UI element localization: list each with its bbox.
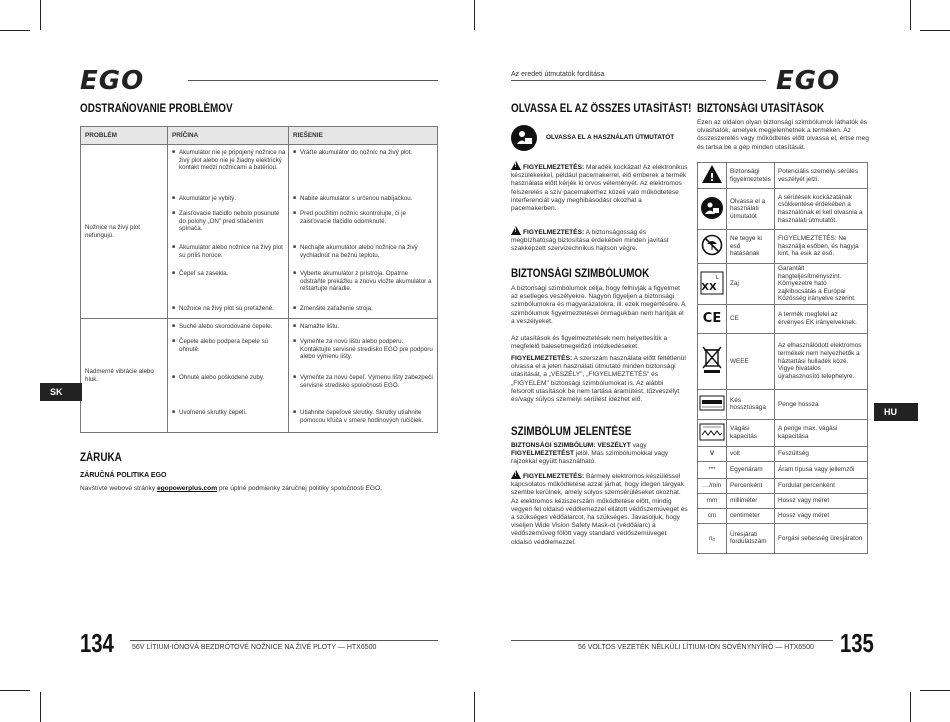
symbol-meaning: Az elhasználódott elektromos termékek nem helyezhetők a háztartási hulladék közé. Vigye hivatalos újrahasznosító telephelyre. (775, 333, 868, 389)
cause-item: ■ Akumulátor nie je pripojený nožnice na živý plot alebo nie je žiadny elektrický kontakt medzi nožnicami a batériou. (172, 149, 287, 172)
read-instructions-title: OLVASSA EL AZ ÖSSZES UTASÍTÁST! (511, 103, 692, 115)
cause-item: ■ Ohnuté alebo poškodené zuby. (172, 374, 287, 382)
warn-text: Maradék kockázat! Az elektronikus készülékekkel, például pacemakerrel, élő emberek a termék használata előtt kérjék ki orvos véleményét. Az elektromos felszerelés a szív pacemakerhez közeli való működtetése interferenciát vagy meghibásodást okozhat a pacemakerben. (511, 164, 688, 213)
cause-item: ■ Akumulátor je vybitý. (172, 195, 287, 203)
symbol-meaning: Penge hossza (775, 389, 868, 419)
meaning-bold: FIGYELMEZTETÉST (511, 450, 575, 458)
cause-item: ■ Zaisťovacie tlačidlo nebolo posunuté do polohy „ON" pred stlačením spínača. (172, 210, 287, 233)
warranty-title: ZÁRUKA (80, 452, 122, 464)
col-header-cause: PRÍČINA (168, 127, 289, 145)
warn-label: FIGYELMEZTETÉS: (523, 229, 585, 236)
solution-item: ■ Nechajte akumulátor alebo nožnice na živý vychladnúť na bežnú teplotu. (293, 244, 433, 259)
symbol-row (698, 230, 868, 264)
crop-mark (910, 0, 911, 30)
solution-item: ■ Vymeňte za novú čepeľ. Výmenu lišty zabezpečí servisné stredisko spoločnosti EGO. (293, 374, 433, 389)
symbol-name: Ne tegye ki eső hatásának (727, 230, 775, 264)
footer-right: 56 VOLTOS VEZETÉK NÉLKÜLI LÍTIUM-ION SÖVÉNYNYÍRÓ — HTX6500 (578, 644, 814, 651)
symbol-name: Zaj (727, 264, 775, 305)
page-number-right: 135 (840, 628, 874, 658)
symbol-row (698, 508, 868, 523)
symbol-meaning: Forgási sebesség üresjáraton (775, 523, 868, 553)
solution-item: ■ Nabite akumulátor s určenou nabíjačkou. (293, 195, 433, 203)
safety-symbols-p1: A biztonsági szimbólumok célja, hogy felhívják a figyelmet az esetleges veszélyekre. Nagyon figyeljen a biztonsági szimbólumokra és magyarázatokra, ill. ezek megértésére. A szimbólumok figyelmeztetései önmagukban nem hárítják el a veszélyeket. (511, 285, 686, 325)
cause-item: ■ Suché alebo skorodované čepele. (172, 323, 287, 331)
warning-pacemaker (511, 161, 688, 213)
solution-item: ■ Vyberte akumulátor z prístroja. Opatrne odstráňte prekážku a znovu vložte akumulátor a reštartujte náradie. (293, 270, 433, 293)
warning-icon (511, 226, 521, 235)
symbol-meaning: FIGYELMEZTETÉS: Ne használja esőben, és hagyja kint, ha esik az eső. (775, 230, 868, 264)
header-rule-left (188, 80, 438, 81)
meaning-label: BIZTONSÁGI SZIMBÓLUM: VESZÉLYT (511, 442, 631, 449)
solution-item: ■ Pred použitím nožníc skontrolujte, či je zaisťovacie tlačidlo odomknuté. (293, 210, 433, 225)
no-load-speed-icon: n₀ (698, 523, 727, 553)
crop-mark (474, 692, 475, 722)
symbols-table (697, 162, 868, 554)
cause-cell (168, 145, 289, 319)
symbol-name: Egyenáram (727, 461, 775, 478)
crop-mark (910, 692, 911, 722)
symbol-row (698, 478, 868, 493)
ego-logo-left: EGO (80, 66, 145, 96)
symbol-meaning: A penge max. vágási kapacitása (775, 419, 868, 446)
symbol-name: milliméter (727, 493, 775, 508)
warn-text: A szerszám használata előtt feltétlenül olvassa el a jelen használati útmutató minden biztonsági utasítását, a „VESZÉLY", „FIGYELMEZTETÉS" és „FIGYELEM" biztonsági szimbólumokat is. Az alábbi felsorolt utasítások be nem tartása áramütést, tűzveszélyt és/vagy súlyos személyi sérülést idézhet elő. (511, 355, 686, 404)
mm-icon: mm (698, 493, 727, 508)
read-manual-label: OLVASSA EL A HASZNÁLATI ÚTMUTATÓT (546, 134, 675, 141)
cause-cell (168, 319, 289, 433)
warn-label: FIGYELMEZTETÉS: (511, 355, 573, 362)
solution-cell (289, 145, 438, 319)
cause-item: ■ Nožnice na živý plot sú preťažené. (172, 305, 287, 313)
noise-glyph: XX (701, 281, 717, 293)
symbol-meaning: Áram típusa vagy jellemzői (775, 461, 868, 478)
symbol-name: centiméter (727, 508, 775, 523)
cause-item: ■ Čepeľ sa zasekla. (172, 270, 287, 278)
symbol-row (698, 304, 868, 333)
symbol-name: WEEE (727, 333, 775, 389)
symbol-name: Olvassa el a használati útmutatót (727, 189, 775, 230)
read-manual-icon (698, 189, 727, 230)
symbol-meaning: A termék megfelel az érvényes EK irányelveknek. (775, 304, 868, 333)
ego-logo-right: EGO (776, 66, 841, 96)
crop-mark (920, 30, 950, 31)
warn-text: A biztonságosság és megbízhatóság biztosítása érdekében minden javítást szakképzett szervizechnikus hajtson végre. (511, 229, 669, 253)
cut-capacity-icon (698, 419, 727, 446)
footer-rule-right (511, 640, 833, 641)
troubleshoot-table (80, 126, 438, 433)
footer-rule-left (130, 640, 438, 641)
symbol-name: CE (727, 304, 775, 333)
safety-instructions-title: BIZTONSÁGI UTASÍTÁSOK (697, 103, 825, 115)
symbol-row (698, 461, 868, 478)
symbol-row (698, 333, 868, 389)
problem-cell: Nožnice na živý plot nefungujú. (81, 145, 168, 319)
warning-triangle-icon (698, 163, 727, 189)
symbol-name: volt (727, 446, 775, 461)
volt-icon: V (698, 446, 727, 461)
solution-item: ■ Utiahnite čepeľové skrutky. Skrutky utiahnite pomocou kľúča v smere hodinových ručičiek. (293, 409, 433, 424)
cm-icon: cm (698, 508, 727, 523)
symbol-meaning: A sérülések kockázatának csökkentése érdekében a használónak el kell olvasnia a használati útmutatót. (775, 189, 868, 230)
symbol-meaning: Hossz vagy méret (775, 508, 868, 523)
warning-icon (511, 161, 521, 170)
cause-item: ■ Uvoľnené skrutky čepelí. (172, 409, 287, 417)
symbol-row (698, 493, 868, 508)
meaning-text: jelöl. Más szimbólumokkal vagy rajzokkal együtt használható. (511, 450, 669, 466)
dc-current-icon: ⎓ (698, 461, 727, 478)
safety-symbols-title: BIZTONSÁGI SZIMBÓLUMOK (511, 268, 650, 280)
warn-text: Bármely elektromos készüléssel kapcsolatos működtetése azzal járhat, hogy idegen tárgyak szembe kerülnek, amely súlyos szemsérüléseket okozhat. Az elektromos kéziszerszám működtetése előtt, mindig vegyen fel oldalsó védőlemezzel ellátott védőszemüveget és a szükséges védőálarcot, ha szükséges. Javasoljuk, hogy viseljen Wide Vision Safety Mask-ot (védőálarc) a védőszemüveg fölött vagy standard védőszemüveget oldalsó védőlemezzel. (511, 473, 688, 546)
crop-mark (920, 690, 950, 691)
warranty-subtitle: ZÁRUČNÁ POLITIKA EGO (80, 472, 167, 479)
warranty-text (80, 485, 440, 493)
warn-label: FIGYELMEZTETÉS: (523, 164, 585, 171)
symbol-meaning-title: SZIMBÓLUM JELENTÉSE (511, 426, 632, 438)
language-tab-hu: HU (874, 403, 918, 421)
solution-item: ■ Namažte lištu. (293, 323, 433, 331)
blade-length-icon (698, 389, 727, 419)
warning-eye-protection (511, 470, 688, 547)
svg-text:L: L (716, 274, 719, 281)
symbol-row (698, 523, 868, 553)
symbol-name: Percenként (727, 478, 775, 493)
warning-icon (511, 470, 521, 479)
warranty-post: pre úplné podmienky záručnej politiky spoločnosti EGO. (217, 485, 382, 492)
symbol-name: Vágási kapacitás (727, 419, 775, 446)
crop-mark (0, 30, 30, 31)
header-note: Az eredeti útmutatók fordítása (511, 71, 605, 78)
symbol-meaning-text (511, 442, 688, 467)
symbol-meaning: Fordulat percenként (775, 478, 868, 493)
header-rule-right (511, 80, 766, 81)
solution-item: ■ Zmenšite zaťaženie stroja. (293, 305, 433, 313)
no-rain-icon (698, 230, 727, 264)
problem-cell: Nadmerné vibrácie alebo hluk. (81, 319, 168, 433)
solution-item: ■ Vráťte akumulátor do nožníc na živý plot. (293, 149, 433, 157)
per-minute-icon: …/min (698, 478, 727, 493)
crop-mark (40, 0, 41, 30)
symbol-name: Üresjárati fordulatszám (727, 523, 775, 553)
col-header-problem: PROBLÉM (81, 127, 168, 145)
warning-read-all (511, 355, 688, 404)
solution-cell (289, 319, 438, 433)
crop-mark (474, 0, 475, 30)
troubleshoot-title: ODSTRAŇOVANIE PROBLÉMOV (80, 103, 233, 115)
symbol-row (698, 189, 868, 230)
cause-item: ■ Čepele alebo podpera čepele sú ohnuté. (172, 338, 287, 353)
safety-symbols-p2: Az utasítások és figyelmeztetések nem helyettesítik a megfelelő balesetmegelőző intézkedéseket. (511, 335, 668, 351)
safety-instructions-text: Ezen az oldalon olyan biztonsági szimbólumok láthatók és olvashatók, amelyek megjelenhetnek a terméken. Az összeszerelés vagy működtetés előtt olvassa el, értse meg és tartsa be a gép minden utasítását. (697, 119, 869, 151)
cause-item: ■ Akumulátor alebo nožnice na živý plot sú príliš horúce. (172, 244, 287, 259)
warranty-link[interactable]: egopowerplus.com (156, 485, 218, 492)
symbol-row (698, 264, 868, 305)
symbol-meaning: Garantált hangteljesítményszint. Környezetre ható zajkibocsátás a Európai Közösség irányelve szerint. (775, 264, 868, 305)
warn-label: FIGYELMEZTETÉS: (523, 473, 585, 480)
symbol-row (698, 163, 868, 189)
symbol-row (698, 419, 868, 446)
symbol-row (698, 389, 868, 419)
read-manual-icon (511, 125, 537, 151)
solution-item: ■ Vymeňte za novú lištu alebo podperu. Kontaktujte servisné stredisko EGO pre podporu alebo výmenu lišty. (293, 338, 433, 361)
weee-bin-icon (698, 333, 727, 389)
warning-service (511, 226, 688, 254)
footer-left: 56V LÍTIUM-IÓNOVÁ BEZDRÔTOVÉ NOŽNICE NA ŽIVÉ PLOTY — HTX6500 (132, 644, 377, 651)
symbol-meaning: Feszültség (775, 446, 868, 461)
crop-mark (40, 692, 41, 722)
symbol-meaning: Hossz vagy méret (775, 493, 868, 508)
symbol-row (698, 446, 868, 461)
col-header-solution: RIEŠENIE (289, 127, 438, 145)
noise-label-icon (698, 264, 727, 305)
symbol-meaning: Potenciális személyi sérülés veszélyét jelzi. (775, 163, 868, 189)
language-tab-sk: SK (40, 383, 82, 401)
meaning-text: vagy (630, 442, 647, 449)
ce-mark-icon: CE (698, 304, 727, 333)
svg-text:!: ! (709, 171, 715, 185)
symbol-name: Kés hossztúsága (727, 389, 775, 419)
crop-mark (0, 690, 30, 691)
symbol-name: Biztonsági figyelmeztetés (727, 163, 775, 189)
page-number-left: 134 (80, 628, 114, 658)
warranty-pre: Navštívte webové stránky (80, 485, 157, 492)
